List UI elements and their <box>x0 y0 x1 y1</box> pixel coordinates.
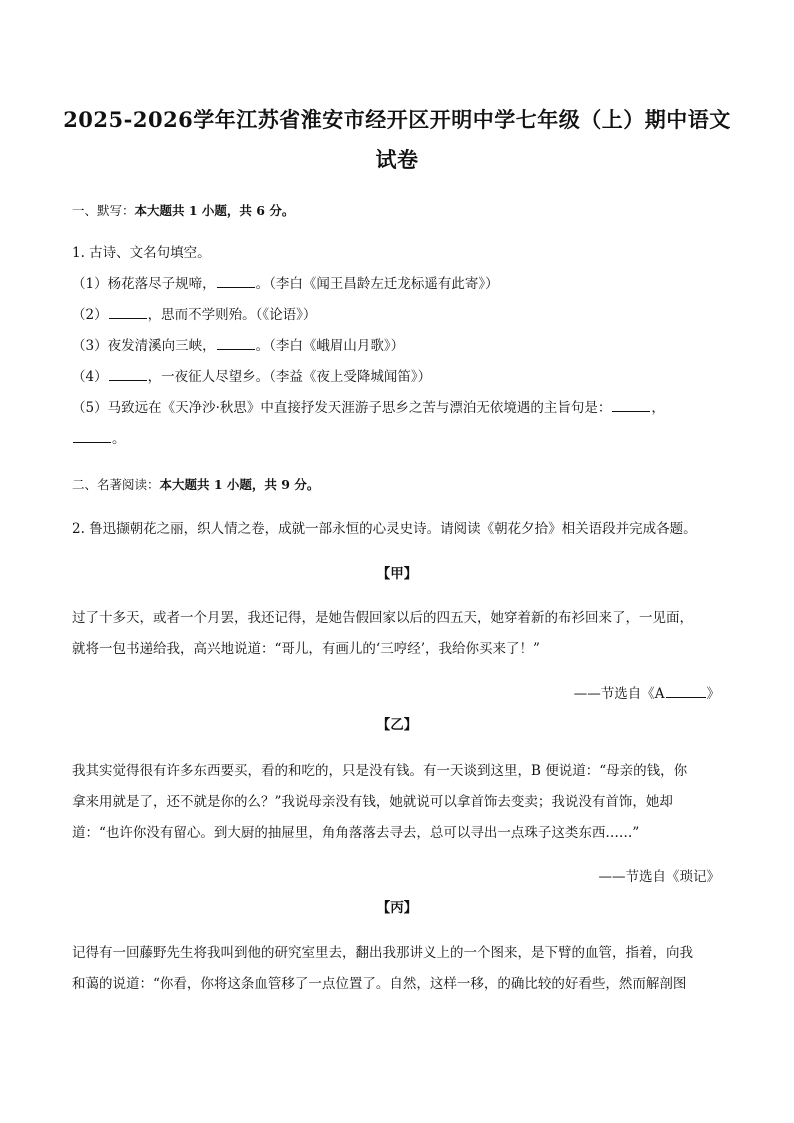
question-1-item-5 <box>72 399 665 417</box>
passage-yi-source: ——节选自《琐记》 <box>598 869 720 885</box>
passage-jia-line-2: 就将一包书递给我，高兴地说道：“哥儿，有画儿的‘三哼经’，我给你买来了！” <box>72 641 540 657</box>
item-1-text-after: 。（李白《闻王昌龄左迁龙标遥有此寄》） <box>255 276 499 292</box>
question-2-stem: 2. 鲁迅撷朝花之丽，织人情之卷，成就一部永恒的心灵史诗。请阅读《朝花夕拾》相关语段并完成各题。 <box>72 521 697 537</box>
passage-yi-label: 【乙】 <box>376 717 418 733</box>
question-1-item-1 <box>72 275 499 293</box>
question-1-stem: 1. 古诗、文名句填空。 <box>72 245 211 261</box>
item-5-text-before: （5）马致远在《天净沙·秋思》中直接抒发天涯游子思乡之苦与漂泊无依境遇的主旨句是： <box>72 400 612 416</box>
passage-bing-line-1: 记得有一回藤野先生将我叫到他的研究室里去，翻出我那讲义上的一个图来，是下臂的血管，指着，向我 <box>72 945 693 961</box>
source-jia-close: 》 <box>706 686 720 702</box>
section-2-desc: 本大题共 1 小题，共 9 分。 <box>159 477 320 492</box>
source-jia-text: ——节选自《A <box>573 686 665 702</box>
item-4-text-before: （4） <box>72 369 108 385</box>
item-1-text-before: （1）杨花落尽子规啼， <box>72 276 216 292</box>
passage-jia-line-1: 过了十多天，或者一个月罢，我还记得，是她告假回家以后的四五天，她穿着新的布衫回来了，一见面， <box>72 610 693 626</box>
passage-yi-line-3: 道：“也许你没有留心。到大厨的抽屉里，角角落落去寻去，总可以寻出一点珠子这类东西……” <box>72 825 640 841</box>
section-1-heading <box>72 202 294 220</box>
question-1-item-5-cont <box>72 430 126 448</box>
passage-bing-line-2: 和蔼的说道：“你看，你将这条血管移了一点位置了。自然，这样一移，的确比较的好看些，然而解剖图 <box>72 976 687 992</box>
item-4-text-after: ，一夜征人尽望乡。（李益《夜上受降城闻笛》） <box>147 369 432 385</box>
answer-blank-2[interactable] <box>109 306 147 319</box>
item-3-text-before: （3）夜发清溪向三峡， <box>72 338 216 354</box>
section-1-prefix: 一、默写： <box>72 203 135 218</box>
item-3-text-after: 。（李白《峨眉山月歌》） <box>255 338 405 354</box>
question-1-item-3 <box>72 337 404 355</box>
item-2-text-before: （2） <box>72 307 108 323</box>
question-1-item-2 <box>72 306 316 324</box>
section-2-heading <box>72 476 319 494</box>
passage-yi-line-2: 拿来用就是了，还不就是你的么？”我说母亲没有钱，她就说可以拿首饰去变卖；我说没有首饰，她却 <box>72 794 673 810</box>
question-1-item-4 <box>72 368 431 386</box>
passage-bing-label: 【丙】 <box>376 900 418 916</box>
answer-blank-5b[interactable] <box>73 430 111 443</box>
answer-blank-4[interactable] <box>109 368 147 381</box>
answer-blank-1[interactable] <box>217 275 255 288</box>
exam-title-line-1: 2025-2026学年江苏省淮安市经开区开明中学七年级（上）期中语文 <box>63 107 731 132</box>
section-2-prefix: 二、名著阅读： <box>72 477 160 492</box>
passage-jia-source <box>574 685 720 703</box>
passage-jia-label: 【甲】 <box>376 566 418 582</box>
answer-blank-3[interactable] <box>217 337 255 350</box>
item-5-end-punct: 。 <box>112 431 126 447</box>
item-5-text-after: ， <box>651 400 665 416</box>
answer-blank-5a[interactable] <box>612 399 650 412</box>
passage-yi-line-1: 我其实觉得很有许多东西要买，看的和吃的，只是没有钱。有一天谈到这里，B 便说道：“母亲的钱，你 <box>72 763 688 779</box>
answer-blank-A[interactable] <box>666 685 706 698</box>
item-2-text-after: ，思而不学则殆。（《论语》） <box>147 307 317 323</box>
exam-title-line-2: 试卷 <box>375 147 419 172</box>
section-1-desc: 本大题共 1 小题，共 6 分。 <box>134 203 295 218</box>
